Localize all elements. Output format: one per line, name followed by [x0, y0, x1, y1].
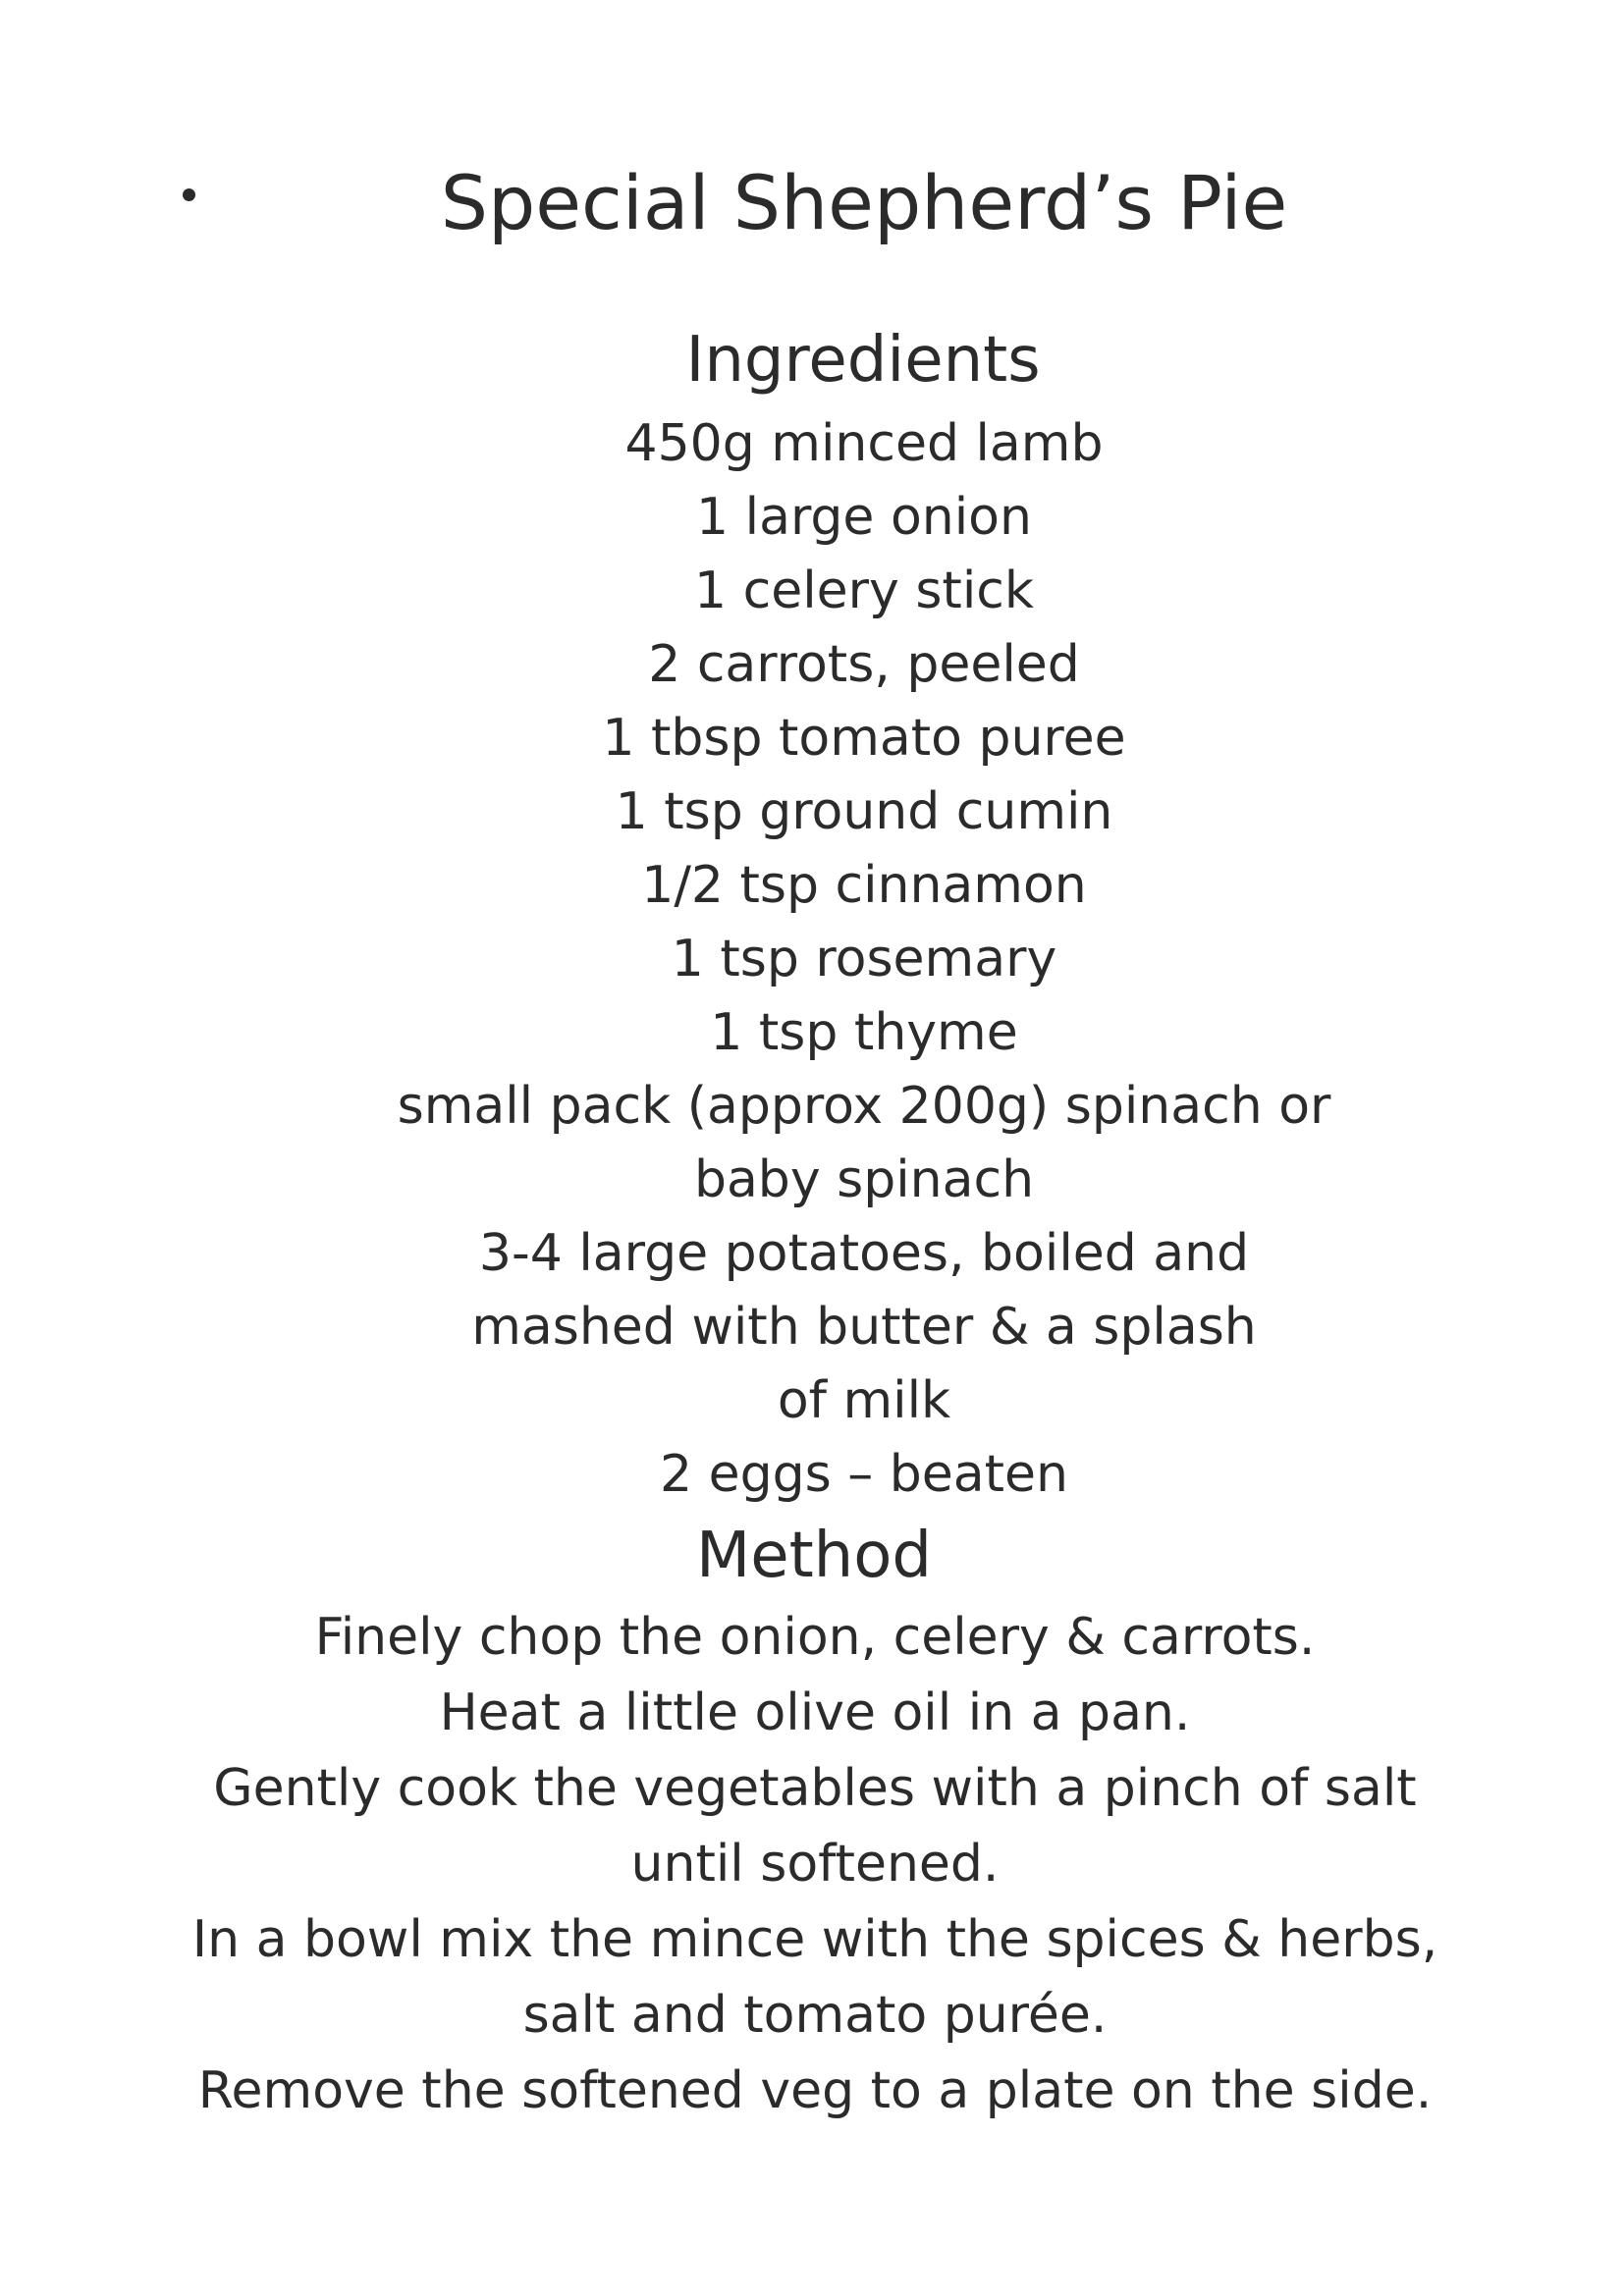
ingredient-item: 1/2 tsp cinnamon: [641, 856, 1087, 915]
ingredient-item: 1 large onion: [696, 488, 1032, 547]
ingredient-item: 3-4 large potatoes, boiled and mashed with butter & a splash of milk: [471, 1224, 1257, 1430]
method-heading: Method: [695, 1520, 933, 1592]
recipe-title: Special Shepherd’s Pie: [440, 159, 1288, 246]
method-step: Gently cook the vegetables with a pinch of salt until softened.: [213, 1759, 1417, 1894]
ingredient-item: 1 tsp thyme: [710, 1003, 1018, 1062]
ingredient-item: 1 celery stick: [694, 561, 1034, 620]
ingredient-item: small pack (approx 200g) spinach or baby spinach: [397, 1077, 1331, 1209]
ingredient-item: 1 tsp rosemary: [671, 930, 1057, 988]
method-step: In a bowl mix the mince with the spices & herbs, salt and tomato purée.: [191, 1910, 1438, 2045]
method-step: Remove the softened veg to a plate on the side.: [197, 2061, 1433, 2120]
method-step: Heat a little olive oil in a pan.: [439, 1683, 1191, 1742]
ingredient-item: 1 tbsp tomato puree: [602, 709, 1126, 768]
ingredients-list: [295, 407, 1434, 1512]
method-step: Finely chop the onion, celery & carrots.: [314, 1608, 1316, 1667]
ingredients-heading: Ingredients: [685, 324, 1041, 397]
ingredient-item: 2 carrots, peeled: [648, 635, 1080, 694]
ingredient-item: 450g minced lamb: [624, 414, 1104, 473]
method-steps: [147, 1600, 1483, 2129]
ingredient-item: 2 eggs – beaten: [660, 1445, 1068, 1504]
ingredient-item: 1 tsp ground cumin: [615, 782, 1113, 841]
